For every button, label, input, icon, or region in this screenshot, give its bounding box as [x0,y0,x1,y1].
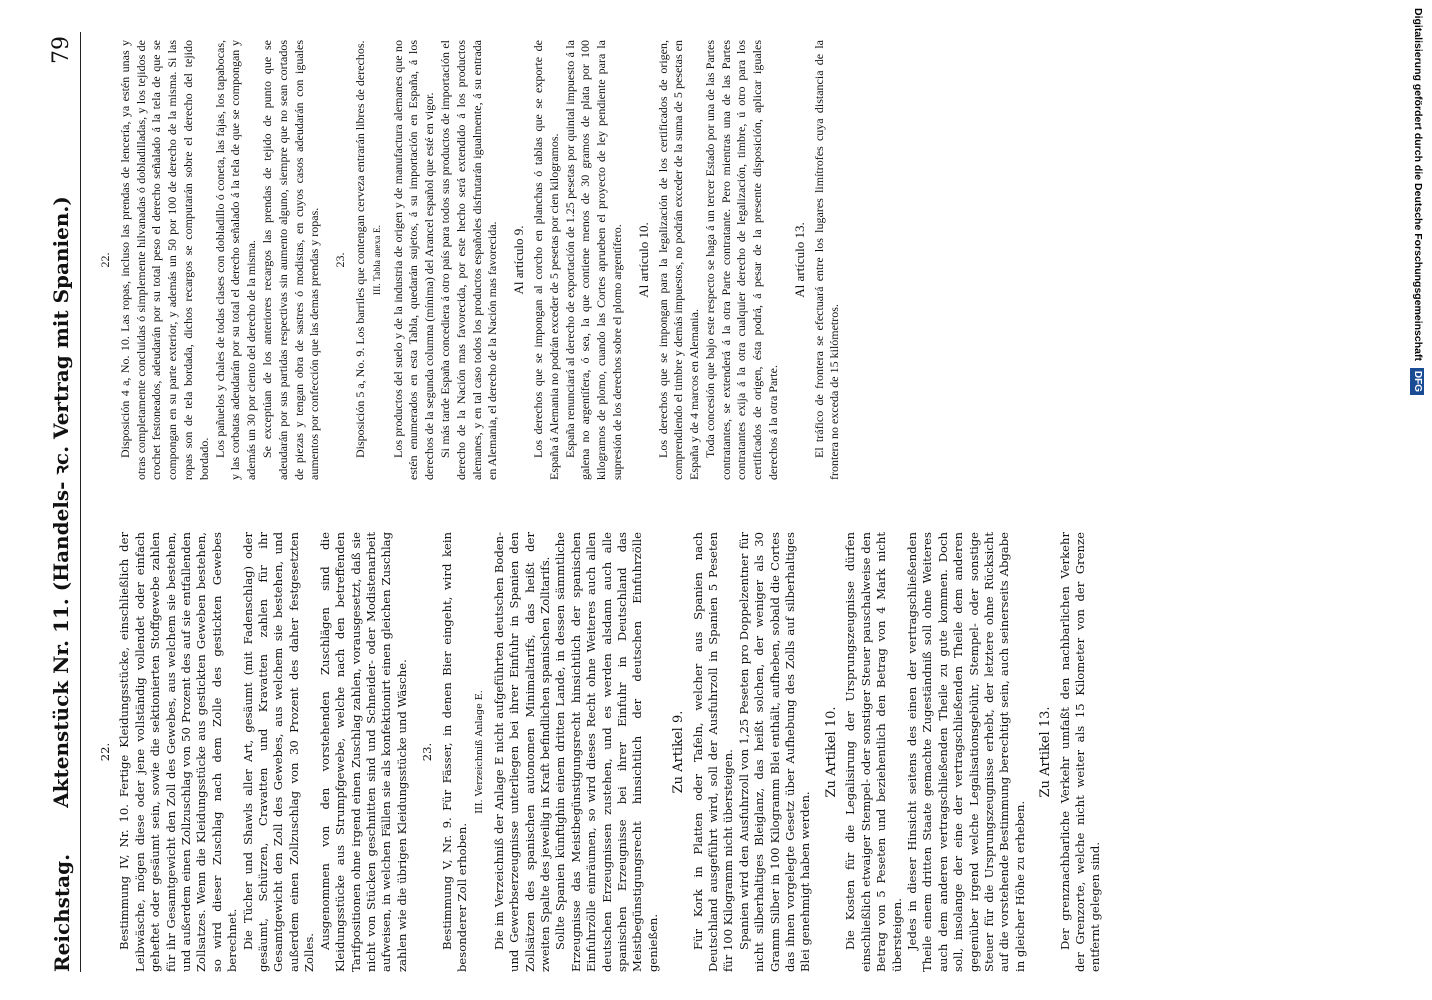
section-number: 23. [420,742,435,762]
paragraph: Toda concesión que bajo este respecto se haga á un tercer Estado por una de las Partes contratantes, se extenderá á la otra Parte contratante. Pero mientras una de las Partes contratantes exija á la otra cualquier derecho de legalización, timbre, ú otro para los certificados de origen, ésta podrá, á pesar de la presente disposición, aplicar iguales derechos á la otra Parte. [702,40,781,480]
section-number: 22. [98,742,112,762]
paragraph: Se exceptúan de los anteriores recargos las prendas de tejido de punto que se adeudarán por sus partidas respectivas sin aumento alguno, siempre que no sean cortados de piezas y tengan obra de sastres ó modistas, en cuyos casos adeudarán con iguales aumentos por confección que las demas prendas y ropas. [259,40,322,480]
header-left: Reichstag. [50,853,74,972]
paragraph: Bestimmung V, Nr. 9. Für Fässer, in denen Bier eingeht, wird kein besonderer Zoll erhoben. [439,532,469,972]
paragraph: Spanien wird den Ausfuhrzoll von 1,25 Peseten pro Doppelzentner für nicht silberhaltiges Bleiglanz, das heißt solchen, der weniger als 30 Gramm Silber in 100 Kilogramm Blei enthält, aufheben, sobald die Cortes das ihnen vorgelegte Gesetz über Aufhebung des Zolls auf silberhaltiges Blei genehmigt haben werden. [736,532,813,972]
paragraph: Die Tücher und Shawls aller Art, gesäumt (mit Fadenschlag) oder gesäumt, Schürzen, Cravatten und Kravatten zahlen für ihr Gesamtgewicht den Zoll des Gewebes, aus welchem sie bestehen, und außerdem einen Zollzuschlag von 30 Prozent des daher festgesetzten Zolles. [240,532,317,972]
section-22-de [98,532,410,972]
section-number: 22. [98,252,112,268]
paragraph: Jedes in dieser Hinsicht seitens des einen der vertragschließenden Theile einem dritten Staate gemachte Zugeständniß soll ohne Weiteres auch dem anderen vertragschließenden Theile zu gute kommen. Doch soll, insolange der eine der vertragschließenden Theile dem anderen gegenüber irgend welche Legalisationsgebühr, Stempel- oder sonstige Steuer für die Ursprungszeugnisse erhebt, der letztere ohne Rücksicht auf die vorstehende Bestimmung berechtigt sein, auch seinerseits Abgabe in gleicher Höhe zu erheben. [904,532,1027,972]
digitization-credit [1408,8,1428,988]
paragraph: Los derechos que se impongan para la legalización de los certificados de origen, comprendiendo el timbre y demás impuestos, no podrán exceder de la suma de 5 pesetas en España y de 4 marcos en Alemania. [655,40,702,480]
paragraph: España renunciará al derecho de exportación de 1.25 pesetas por quintal impuesto á la galena no argentífera, ó sea, la que contiene menos de 30 gramos de plata por 100 kilogramos de plomo, cuando las Cortes aprueben el proyecto de ley pendiente para la supresión de los derechos sobre el plomo argentífero. [562,40,624,480]
paragraph: El tráfico de frontera se efectuará entre los lugares limítrofes cuya distancia de la frontera no exceda de 15 kilómetros. [811,40,842,480]
paragraph: Los pañuelos y chales de todas clases con dobladillo ó coneta, las fajas, los tapabocas, y las corbatas adeudarán por su total el derecho señalado á la tela de que se compongan y además un 30 por ciento del derecho de la misma. [212,40,259,480]
article-10-es [636,40,782,480]
credit-text: Digitalisierung gefördert durch die Deutsche Forschungsgemeinschaft [1412,8,1424,361]
paragraph: Si más tarde España concediera á otro país para todos sus productos de importación el derecho de la Nación mas favorecida, por este hecho será extendido á los productos alemanes, y en tal caso todos los productos españoles disfrutarán igualmente, á su entrada en Alemania, el derecho de la Nación mas favorecida. [437,40,500,480]
paragraph: Sollte Spanien künftighin einem dritten Lande, in dessen sämmtliche Erzeugnisse das Meistbegünstigungsrecht hinsichtlich der spanischen Einfuhrzölle einräumen, so wird dieses Recht ohne Weiteres auch allen deutschen Erzeugnissen zustehen, und es werden alsdann auch alle spanischen Erzeugnisse bei ihrer Einfuhr in Deutschland das Meistbegünstigungsrecht hinsichtlich der deutschen Einfuhrzölle genießen. [553,532,660,972]
article-heading: Zu Artikel 13. [1038,706,1054,798]
section-23-de [420,532,661,972]
article-13-es [792,40,843,480]
section-22-es [98,40,323,480]
page-header [40,32,81,972]
german-column [96,532,1316,972]
article-13-de [1038,532,1104,972]
paragraph: Los productos del suelo y de la industria de origen y de manufactura alemanes que no estén enumerados en esta Tabla, quedarán sujetos, á su importación en España, á los derechos de la segunda columna (mínima) del Arancel español que esté en vigor. [390,40,437,480]
paragraph: Der grenznachbarliche Verkehr umfaßt den nachbarlichen Verkehr der Grenzorte, welche nicht weiter als 15 Kilometer von der Grenze entfernt gelegen sind. [1057,532,1103,972]
paragraph: Ausgenommen von den vorstehenden Zuschlägen sind die Kleidungsstücke aus Strumpfgewebe, welche nach den betreffenden Tarifpositionen ohne irgend einen Zuschlag zahlen, vorausgesetzt, daß sie nicht von Stücken geschnitten sind und Schneider- oder Modistenarbeit aufweisen, in welchen Fällen sie als konfektionirt einen gleichen Zuschlag zahlen wie die übrigen Kleidungsstücke und Wäsche. [317,532,409,972]
paragraph: Los derechos que se impongan al corcho en planchas ó tablas que se exporte de España á Alemania no podrán exceder de 5 pesetas por cien kilogramos. [530,40,561,480]
spanish-column [96,40,1316,480]
section-number: 23. [333,252,348,268]
header-title: Aktenstück Nr. 11. (Handels- ꝛc. Vertrag mit Spanien.) [49,196,73,808]
subheading: III. Tabla anexa E. [372,224,383,296]
article-9-de [671,532,814,972]
dfg-logo: DFG [1410,368,1424,395]
paragraph: Die Kosten für die Legalisirung der Ursprungszeugnisse dürfen einschließlich etwaiger Stempel- oder sonstiger Steuer pauschalweise den Betrag von 5 Peseten und beziehentlich den Betrag von 4 Mark nicht übersteigen. [843,532,904,972]
paragraph: Bestimmung IV, Nr. 10. Fertige Kleidungsstücke, einschließlich der Leibwäsche, mögen diese oder jene vollständig vollendet oder einfach geheftet oder gesäumt sein, sowie die sektionierten Stoffgewebe zahlen für ihr Gesamtgewicht den Zoll des Gewebes, aus welchem sie bestehen, und außerdem einen Zollzuschlag von 50 Prozent des auf sie entfallenden Zollsatzes. Wenn die Kleidungsstücke aus gestickten Geweben bestehen, so wird dieser Zuschlag nach dem Zolle des gestickten Gewebes berechnet. [117,532,240,972]
subheading: III. Verzeichniß Anlage E. [474,690,486,814]
page-number: 79 [49,36,74,64]
article-10-de [824,532,1028,972]
paragraph: Die im Verzeichniß der Anlage E nicht aufgeführten deutschen Boden- und Gewerbserzeugnisse unterliegen bei ihrer Einfuhr in Spanien den Zollsätzen des spanischen autonomen Minimaltarifs, das heißt der zweiten Spalte des jeweilig in Kraft befindlichen spanischen Zolltarifs. [491,532,552,972]
paragraph: Disposición 5 a, No. 9. Los barriles que contengan cerveza entrarán libres de derechos. [352,40,367,458]
paragraph: Disposición 4 a, No. 10. Las ropas, incluso las prendas de lencería, ya estén unas y otras completamente concluidas ó simplemente hilvanadas ó dobladilladas, y los tejidos de crochet festoneados, adeudarán por su total peso el derecho señalado á la tela de que se compongan en su parte exterior, y además un 50 por 100 de derecho de la misma. Si las ropas son de tela bordada, dichos recargos se computarán sobre el derecho del tejido bordado. [117,40,211,480]
article-heading: Al artículo 13. [791,222,807,298]
paragraph: Für Kork in Platten oder Tafeln, welcher aus Spanien nach Deutschland ausgeführt wird, soll der Ausfuhrzoll in Spanien 5 Peseten für 100 Kilogramm nicht übersteigen. [690,532,736,972]
article-heading: Al artículo 10. [635,222,651,298]
section-23-es [333,40,501,480]
article-heading: Zu Artikel 10. [823,706,839,798]
article-heading: Zu Artikel 9. [671,710,687,794]
article-heading: Al artículo 9. [511,225,527,295]
article-9-es [511,40,626,480]
